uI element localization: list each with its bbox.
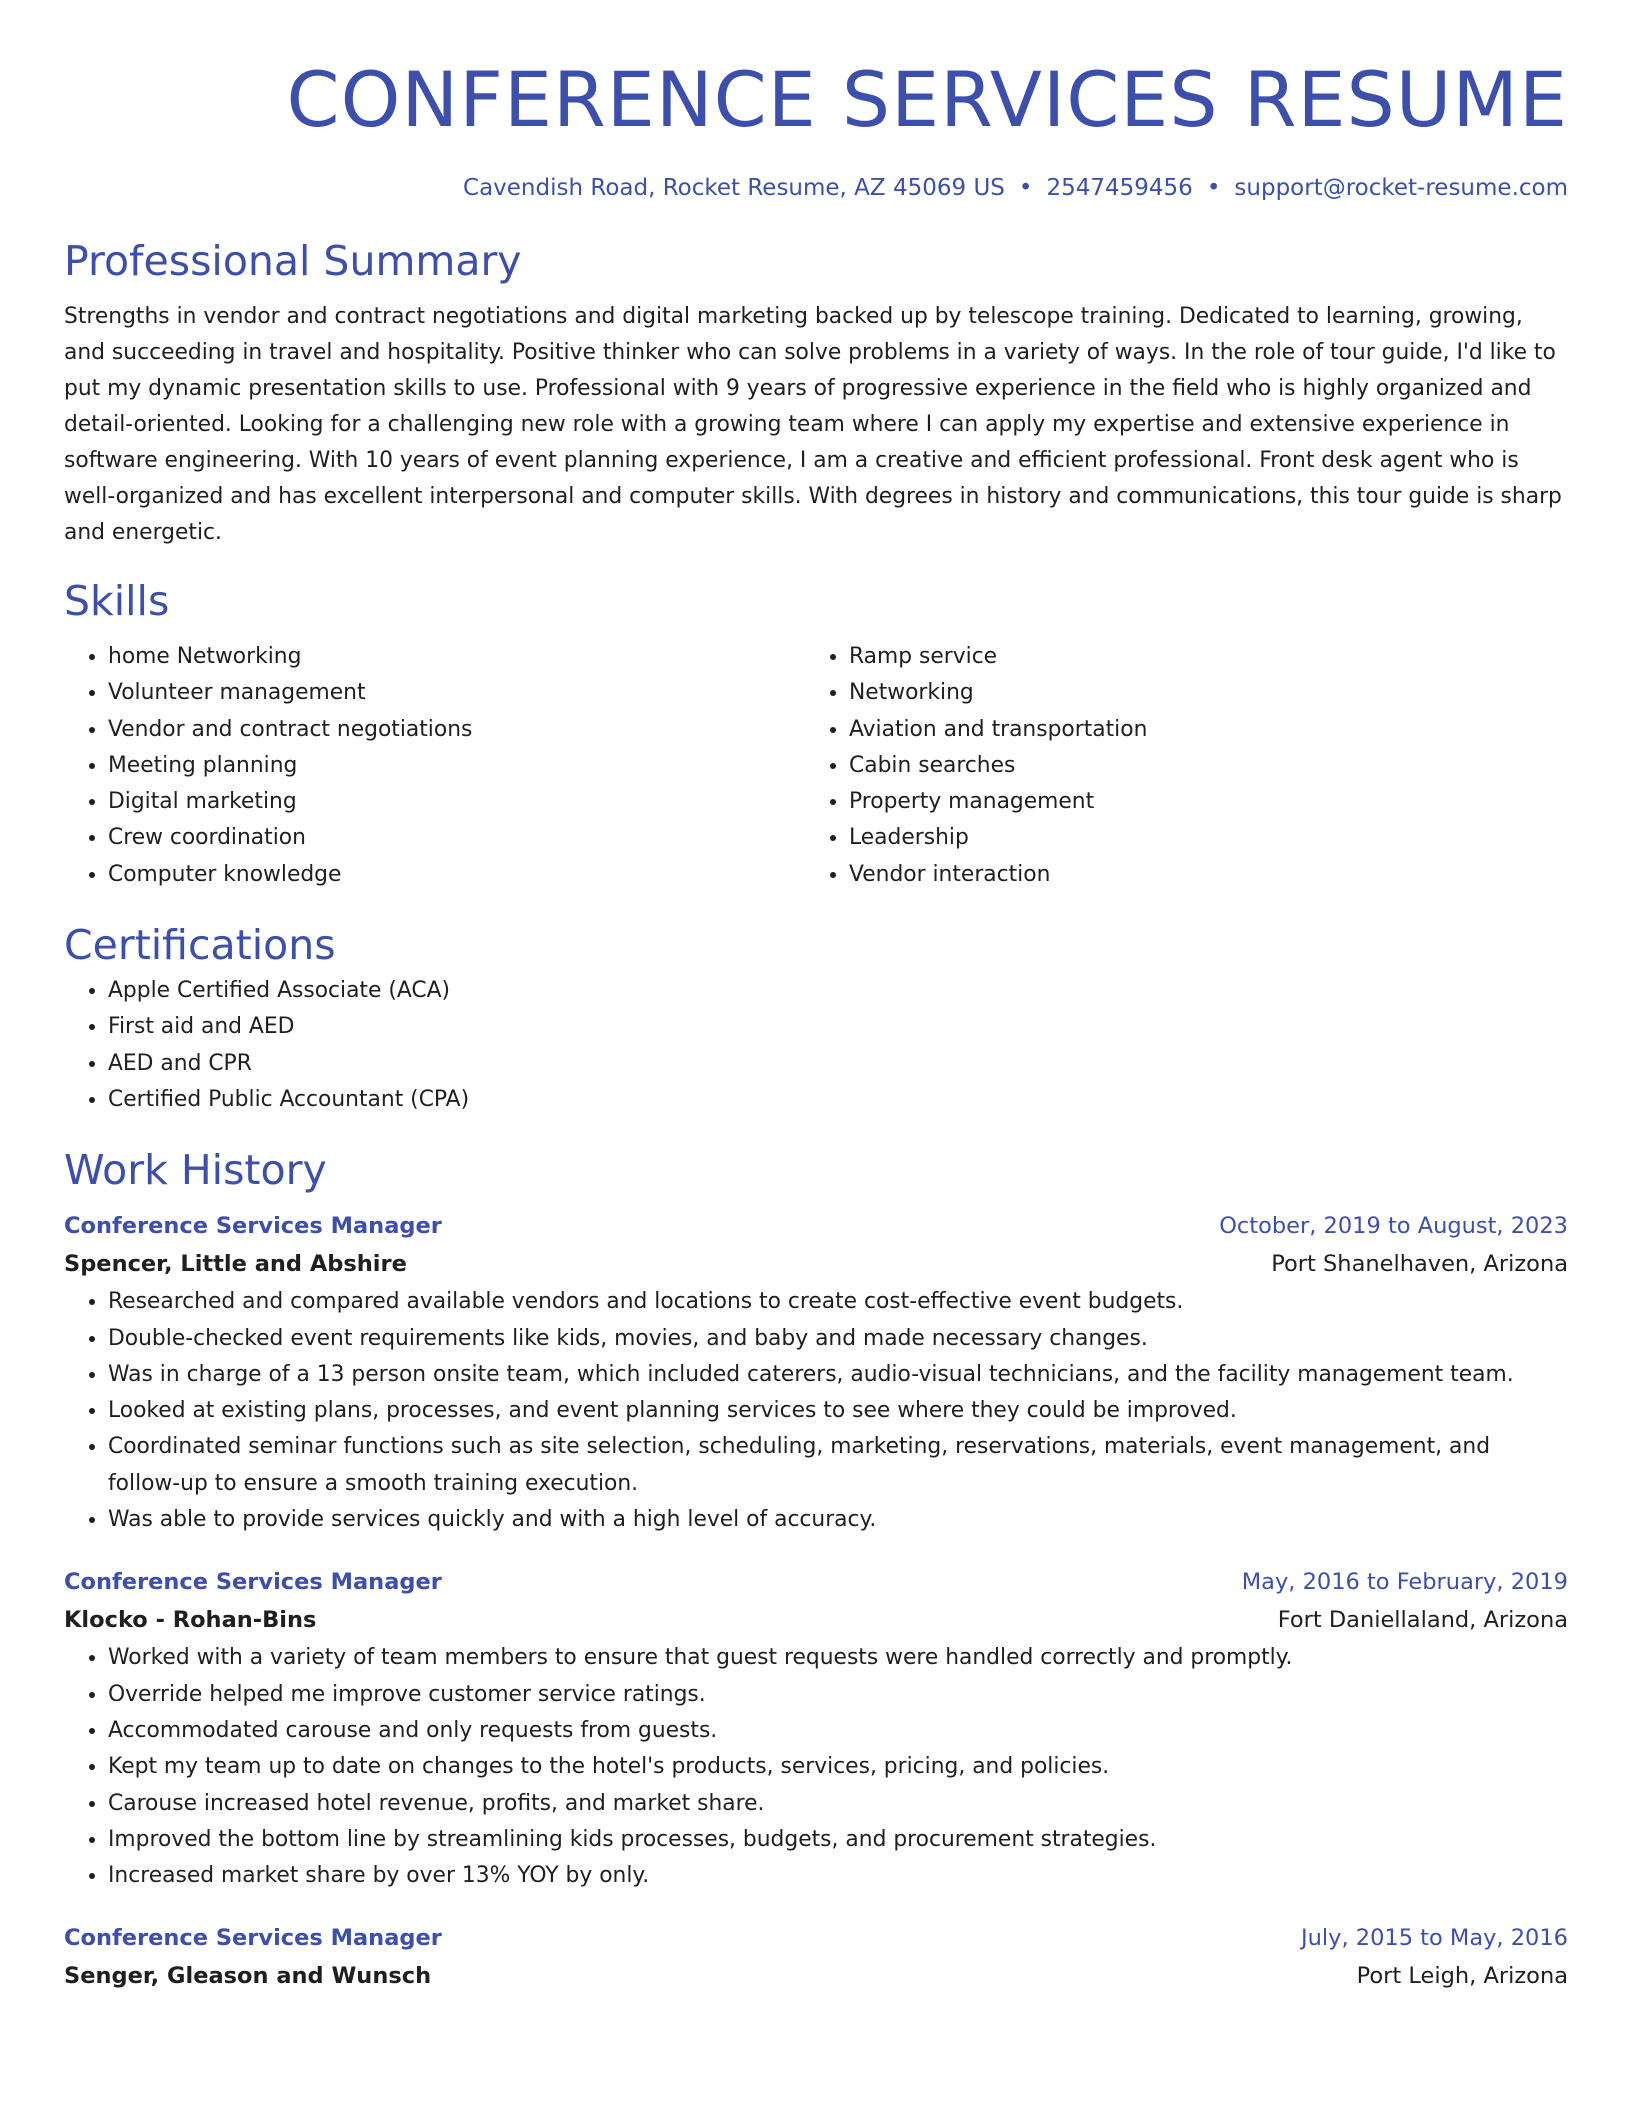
job-location: Port Shanelhaven, Arizona (1271, 1251, 1568, 1278)
job-bullet: • Improved the bottom line by streamlining kids processes, budgets, and procurement strategies. (108, 1822, 1568, 1858)
contact-phone: 2547459456 (1046, 175, 1193, 201)
section-title-certifications: Certifications (64, 921, 336, 970)
job-company: Spencer, Little and Abshire (64, 1251, 407, 1278)
skill-item: • Computer knowledge (108, 857, 805, 893)
resume-header (64, 50, 1568, 205)
job-location: Port Leigh, Arizona (1356, 1963, 1568, 1990)
skills-grid (64, 639, 1568, 893)
skill-item: • Digital marketing (108, 784, 805, 820)
skill-item: • Meeting planning (108, 748, 805, 784)
job-heading-row (64, 1920, 1568, 1956)
skills-list-left (64, 639, 805, 893)
job-company: Senger, Gleason and Wunsch (64, 1963, 432, 1990)
job-bullet: • Researched and compared available vendors and locations to create cost-effective event budgets. (108, 1284, 1568, 1320)
certification-item: • First aid and AED (108, 1009, 1568, 1045)
job-heading-row (64, 1208, 1568, 1244)
job-bullet: • Looked at existing plans, processes, and event planning services to see where they could be improved. (108, 1393, 1568, 1429)
certification-item: • AED and CPR (108, 1046, 1568, 1082)
skill-item: • Vendor and contract negotiations (108, 712, 805, 748)
section-title-work-history: Work History (64, 1146, 327, 1195)
certification-item: • Certified Public Accountant (CPA) (108, 1082, 1568, 1118)
work-history-section (64, 1142, 1568, 1996)
contact-separator: • (1206, 175, 1221, 201)
job-responsibilities (64, 1284, 1568, 1538)
job-bullet: • Increased market share by over 13% YOY by only. (108, 1858, 1568, 1894)
skill-item: • Networking (849, 675, 1546, 711)
job-entry (64, 1920, 1568, 1996)
job-company-row (64, 1244, 1568, 1284)
certifications-section (64, 917, 1568, 1118)
skills-section (64, 573, 1568, 893)
job-company: Klocko - Rohan-Bins (64, 1607, 317, 1634)
job-title: Conference Services Manager (64, 1925, 442, 1952)
job-title: Conference Services Manager (64, 1569, 442, 1596)
skill-item: • Crew coordination (108, 820, 805, 856)
job-company-row (64, 1956, 1568, 1996)
contact-separator: • (1018, 175, 1033, 201)
job-bullet: • Override helped me improve customer service ratings. (108, 1677, 1568, 1713)
skill-item: • Cabin searches (849, 748, 1546, 784)
job-entry (64, 1564, 1568, 1894)
contact-email: support@rocket-resume.com (1234, 175, 1568, 201)
resume-title: CONFERENCE SERVICES RESUME (286, 55, 1568, 144)
job-bullet: • Double-checked event requirements like kids, movies, and baby and made necessary changes. (108, 1321, 1568, 1357)
skill-item: • Vendor interaction (849, 857, 1546, 893)
job-dates: May, 2016 to February, 2019 (1241, 1569, 1568, 1596)
job-dates: October, 2019 to August, 2023 (1219, 1213, 1568, 1240)
summary-text: Strengths in vendor and contract negotiations and digital marketing backed up by telescope training. Dedicated to learning, growing, and succeeding in travel and hospitality. Positive thinker who can solve problems in a variety of ways. In the role of tour guide, I'd like to put my dynamic presentation skills to use. Professional with 9 years of progressive experience in the field who is highly organized and detail-oriented. Looking for a challenging new role with a growing team where I can apply my expertise and extensive experience in software engineering. With 10 years of event planning experience, I am a creative and efficient professional. Front desk agent who is well-organized and has excellent interpersonal and computer skills. With degrees in history and communications, this tour guide is sharp and energetic. (64, 304, 1562, 545)
skill-item: • home Networking (108, 639, 805, 675)
skills-list-right (805, 639, 1546, 893)
job-bullet: • Coordinated seminar functions such as site selection, scheduling, marketing, reservations, materials, event management, and follow-up to ensure a smooth training execution. (108, 1429, 1568, 1502)
job-company-row (64, 1600, 1568, 1640)
job-bullet: • Accommodated carouse and only requests from guests. (108, 1713, 1568, 1749)
skill-item: • Volunteer management (108, 675, 805, 711)
contact-line (64, 171, 1568, 205)
skill-item: • Ramp service (849, 639, 1546, 675)
job-bullet: • Was able to provide services quickly and with a high level of accuracy. (108, 1502, 1568, 1538)
job-bullet: • Worked with a variety of team members to ensure that guest requests were handled correctly and promptly. (108, 1640, 1568, 1676)
contact-address: Cavendish Road, Rocket Resume, AZ 45069 US (463, 175, 1005, 201)
section-title-summary: Professional Summary (64, 237, 522, 285)
job-bullet: • Carouse increased hotel revenue, profits, and market share. (108, 1786, 1568, 1822)
professional-summary-section (64, 233, 1568, 551)
job-heading-row (64, 1564, 1568, 1600)
job-bullet: • Was in charge of a 13 person onsite team, which included caterers, audio-visual technicians, and the facility management team. (108, 1357, 1568, 1393)
job-bullet: • Kept my team up to date on changes to the hotel's products, services, pricing, and policies. (108, 1749, 1568, 1785)
job-dates: July, 2015 to May, 2016 (1300, 1925, 1568, 1952)
job-responsibilities (64, 1640, 1568, 1894)
certifications-list (64, 973, 1568, 1118)
job-entry (64, 1208, 1568, 1538)
job-title: Conference Services Manager (64, 1213, 442, 1240)
certification-item: • Apple Certified Associate (ACA) (108, 973, 1568, 1009)
skill-item: • Leadership (849, 820, 1546, 856)
skill-item: • Property management (849, 784, 1546, 820)
section-title-skills: Skills (64, 577, 170, 625)
skill-item: • Aviation and transportation (849, 712, 1546, 748)
job-location: Fort Daniellaland, Arizona (1277, 1607, 1568, 1634)
